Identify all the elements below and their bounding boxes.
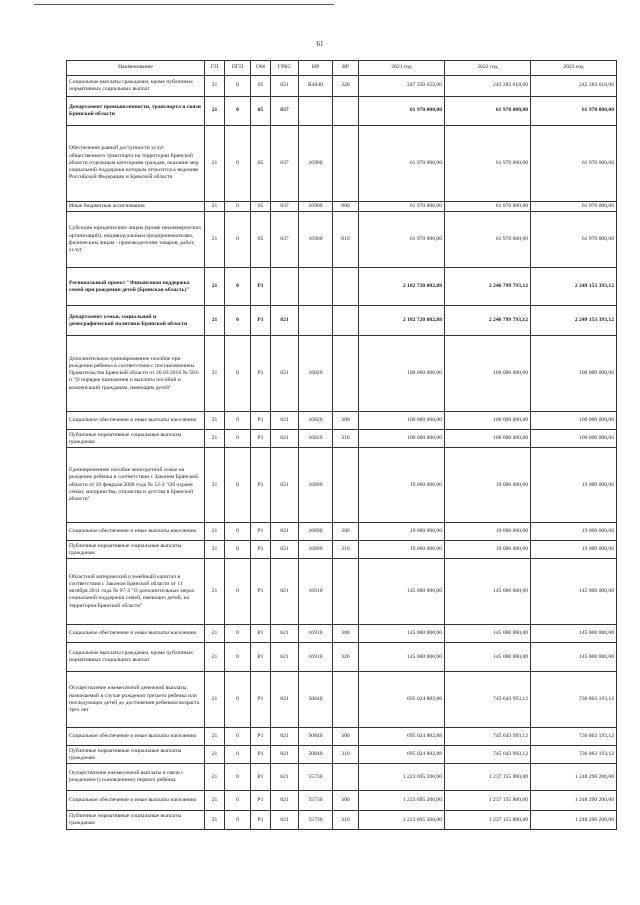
cell-2022: 145 000 000,00 xyxy=(445,625,531,643)
cell-grbs: 837 xyxy=(271,202,299,212)
table-row xyxy=(67,448,617,523)
cell-vr xyxy=(333,559,359,625)
cell-gp: 21 xyxy=(205,412,225,430)
header-2022: 2022 год xyxy=(445,61,531,76)
cell-vr: 300 xyxy=(333,728,359,746)
cell-gp: 21 xyxy=(205,76,225,97)
cell-2021: 61 970 000,00 xyxy=(359,212,445,268)
cell-2023: 100 000 000,00 xyxy=(531,430,617,448)
cell-2023: 736 863 193,12 xyxy=(531,746,617,764)
cell-gp: 21 xyxy=(205,559,225,625)
cell-nr: 50840 xyxy=(299,672,333,728)
cell-vr xyxy=(333,97,359,126)
table-row xyxy=(67,746,617,764)
cell-gp: 21 xyxy=(205,202,225,212)
cell-vr: 800 xyxy=(333,202,359,212)
cell-nr: 16900 xyxy=(299,202,333,212)
cell-nr xyxy=(299,97,333,126)
cell-2021: 19 000 000,00 xyxy=(359,448,445,523)
cell-om: 05 xyxy=(251,126,271,202)
cell-grbs: 821 xyxy=(271,746,299,764)
cell-2023: 1 248 290 200,00 xyxy=(531,764,617,791)
cell-2023: 736 863 193,12 xyxy=(531,728,617,746)
cell-nr: 16900 xyxy=(299,212,333,268)
table-row xyxy=(67,764,617,791)
cell-2023: 1 248 290 200,00 xyxy=(531,811,617,830)
cell-gp: 21 xyxy=(205,672,225,728)
cell-2022: 61 970 000,00 xyxy=(445,212,531,268)
cell-pgp: 0 xyxy=(225,97,251,126)
table-row xyxy=(67,811,617,830)
cell-2021: 61 970 000,00 xyxy=(359,126,445,202)
cell-name: Социальное обеспечение и иные выплаты населению xyxy=(67,523,205,541)
cell-gp: 21 xyxy=(205,541,225,559)
cell-2021: 100 000 000,00 xyxy=(359,336,445,412)
cell-2023: 145 000 000,00 xyxy=(531,643,617,672)
cell-2022: 19 000 000,00 xyxy=(445,523,531,541)
cell-2023: 736 863 193,12 xyxy=(531,672,617,728)
table-row xyxy=(67,202,617,212)
cell-nr xyxy=(299,268,333,306)
cell-pgp: 0 xyxy=(225,212,251,268)
cell-om: P1 xyxy=(251,625,271,643)
table-row xyxy=(67,541,617,559)
cell-pgp: 0 xyxy=(225,625,251,643)
cell-grbs: 821 xyxy=(271,672,299,728)
cell-gp: 21 xyxy=(205,97,225,126)
cell-name: Социальные выплаты гражданам, кроме публичных нормативных социальных выплат xyxy=(67,76,205,97)
cell-vr: 320 xyxy=(333,76,359,97)
cell-name: Субсидии юридическим лицам (кроме некоммерческих организаций), индивидуальным предпринимателям, физическим лицам - производителям товаров, работ, услуг xyxy=(67,212,205,268)
cell-nr: 16820 xyxy=(299,430,333,448)
cell-2021: 2 182 720 082,88 xyxy=(359,306,445,336)
cell-om: P1 xyxy=(251,746,271,764)
cell-nr: 16890 xyxy=(299,448,333,523)
cell-nr: 16820 xyxy=(299,412,333,430)
cell-grbs: 821 xyxy=(271,448,299,523)
cell-2021: 145 000 000,00 xyxy=(359,625,445,643)
cell-2021: 61 970 000,00 xyxy=(359,202,445,212)
cell-om: P1 xyxy=(251,430,271,448)
cell-vr xyxy=(333,126,359,202)
cell-om: P1 xyxy=(251,672,271,728)
cell-grbs: 821 xyxy=(271,643,299,672)
cell-2023: 61 970 000,00 xyxy=(531,126,617,202)
cell-2023: 19 000 000,00 xyxy=(531,541,617,559)
cell-2022: 1 237 155 800,00 xyxy=(445,764,531,791)
cell-2022: 745 643 993,12 xyxy=(445,728,531,746)
cell-nr: 16820 xyxy=(299,336,333,412)
cell-pgp: 0 xyxy=(225,764,251,791)
cell-name: Обеспечение равной доступности услуг общественного транспорта на территории Брянской области отдельным категориям граждан, оказание мер социальной поддержки которым относится к ведению Российской Федерации и Брянской области xyxy=(67,126,205,202)
cell-vr xyxy=(333,672,359,728)
cell-pgp: 0 xyxy=(225,412,251,430)
cell-2021: 19 000 000,00 xyxy=(359,541,445,559)
cell-pgp: 0 xyxy=(225,202,251,212)
cell-2023: 100 000 000,00 xyxy=(531,412,617,430)
cell-nr: 50840 xyxy=(299,728,333,746)
cell-grbs: 821 xyxy=(271,728,299,746)
cell-grbs: 821 xyxy=(271,559,299,625)
cell-vr: 310 xyxy=(333,811,359,830)
cell-name: Региональный проект "Финансовая поддержка семей при рождении детей (Брянская область)" xyxy=(67,268,205,306)
header-grbs: ГРБС xyxy=(271,61,299,76)
cell-gp: 21 xyxy=(205,268,225,306)
cell-om: P1 xyxy=(251,268,271,306)
cell-pgp: 0 xyxy=(225,791,251,811)
cell-2022: 61 970 000,00 xyxy=(445,126,531,202)
cell-vr: 300 xyxy=(333,412,359,430)
cell-gp: 21 xyxy=(205,523,225,541)
cell-om: P1 xyxy=(251,764,271,791)
cell-pgp: 0 xyxy=(225,126,251,202)
cell-2023: 61 970 000,00 xyxy=(531,212,617,268)
cell-2021: 100 000 000,00 xyxy=(359,412,445,430)
cell-grbs: 821 xyxy=(271,791,299,811)
table-row xyxy=(67,336,617,412)
cell-name: Иные бюджетные ассигнования xyxy=(67,202,205,212)
cell-vr: 310 xyxy=(333,430,359,448)
cell-om: P1 xyxy=(251,791,271,811)
cell-gp: 21 xyxy=(205,728,225,746)
cell-pgp: 0 xyxy=(225,306,251,336)
cell-om: P1 xyxy=(251,811,271,830)
cell-pgp: 0 xyxy=(225,728,251,746)
cell-name: Социальное обеспечение и иные выплаты населению xyxy=(67,791,205,811)
cell-2022: 2 246 799 793,12 xyxy=(445,268,531,306)
cell-pgp: 0 xyxy=(225,643,251,672)
cell-2022: 2 246 799 793,12 xyxy=(445,306,531,336)
table-row xyxy=(67,559,617,625)
cell-grbs: 821 xyxy=(271,541,299,559)
cell-2022: 145 000 000,00 xyxy=(445,643,531,672)
cell-grbs: 837 xyxy=(271,97,299,126)
cell-vr xyxy=(333,448,359,523)
cell-name: Публичные нормативные социальные выплаты гражданам xyxy=(67,430,205,448)
cell-2022: 1 237 155 800,00 xyxy=(445,811,531,830)
cell-2022: 100 000 000,00 xyxy=(445,336,531,412)
cell-pgp: 0 xyxy=(225,448,251,523)
cell-om: 05 xyxy=(251,212,271,268)
cell-vr xyxy=(333,306,359,336)
cell-2022: 100 000 000,00 xyxy=(445,412,531,430)
cell-gp: 21 xyxy=(205,212,225,268)
cell-pgp: 0 xyxy=(225,811,251,830)
cell-name: Публичные нормативные социальные выплаты гражданам xyxy=(67,811,205,830)
cell-2021: 1 223 695 200,00 xyxy=(359,764,445,791)
cell-2021: 61 970 000,00 xyxy=(359,97,445,126)
cell-name: Осуществление ежемесячной выплаты в связи с рождением (усыновлением) первого ребенка xyxy=(67,764,205,791)
cell-2022: 242 283 618,00 xyxy=(445,76,531,97)
header-pgp: ПГП xyxy=(225,61,251,76)
cell-vr: 300 xyxy=(333,791,359,811)
cell-2022: 745 643 993,12 xyxy=(445,746,531,764)
cell-om: P1 xyxy=(251,523,271,541)
cell-2022: 19 000 000,00 xyxy=(445,541,531,559)
cell-name: Дополнительное единовременное пособие при рождении ребенка в соответствии с постановлением Правительства Брянской области от 26.09.2016 № 503-п "О порядке назначения и выплаты пособий и компенсаций гражданам, имеющим детей" xyxy=(67,336,205,412)
cell-2021: 145 000 000,00 xyxy=(359,643,445,672)
cell-2023: 19 000 000,00 xyxy=(531,523,617,541)
header-2023: 2023 год xyxy=(531,61,617,76)
cell-name: Публичные нормативные социальные выплаты гражданам xyxy=(67,746,205,764)
cell-grbs xyxy=(271,268,299,306)
header-name: Наименование xyxy=(67,61,205,76)
cell-om: P1 xyxy=(251,728,271,746)
table-row xyxy=(67,412,617,430)
cell-2021: 19 000 000,00 xyxy=(359,523,445,541)
cell-gp: 21 xyxy=(205,448,225,523)
table-row xyxy=(67,791,617,811)
cell-om: P1 xyxy=(251,336,271,412)
cell-grbs: 821 xyxy=(271,306,299,336)
page-number: 61 xyxy=(316,40,324,48)
cell-gp: 21 xyxy=(205,336,225,412)
table-row xyxy=(67,430,617,448)
cell-om: P1 xyxy=(251,412,271,430)
cell-vr: 810 xyxy=(333,212,359,268)
cell-grbs: 821 xyxy=(271,412,299,430)
cell-name: Единовременное пособие многодетной семье на рождение ребенка в соответствии с Законом Брянской области от 20 февраля 2008 года № 12-З "Об охране семьи, материнства, отцовства и детства в Брянской области" xyxy=(67,448,205,523)
cell-name: Департамент промышленности, транспорта и связи Брянской области xyxy=(67,97,205,126)
cell-gp: 21 xyxy=(205,306,225,336)
cell-2021: 100 000 000,00 xyxy=(359,430,445,448)
cell-gp: 21 xyxy=(205,791,225,811)
table-row xyxy=(67,97,617,126)
cell-om: 05 xyxy=(251,202,271,212)
cell-2021: 145 000 000,00 xyxy=(359,559,445,625)
table-header-row xyxy=(67,61,617,76)
cell-nr: 16900 xyxy=(299,126,333,202)
header-vr: ВР xyxy=(333,61,359,76)
cell-grbs: 821 xyxy=(271,764,299,791)
cell-grbs: 837 xyxy=(271,212,299,268)
cell-om: 05 xyxy=(251,76,271,97)
cell-nr: 50840 xyxy=(299,746,333,764)
cell-2023: 1 248 290 200,00 xyxy=(531,791,617,811)
cell-grbs: 821 xyxy=(271,430,299,448)
cell-nr: 16910 xyxy=(299,643,333,672)
table-body xyxy=(67,76,617,830)
cell-pgp: 0 xyxy=(225,268,251,306)
cell-2023: 19 000 000,00 xyxy=(531,448,617,523)
cell-grbs: 837 xyxy=(271,126,299,202)
cell-pgp: 0 xyxy=(225,541,251,559)
cell-vr: 320 xyxy=(333,643,359,672)
cell-nr xyxy=(299,306,333,336)
header-2021: 2021 год xyxy=(359,61,445,76)
table-row xyxy=(67,523,617,541)
table-row xyxy=(67,306,617,336)
cell-nr: 55730 xyxy=(299,811,333,830)
top-rule xyxy=(34,4,334,5)
cell-pgp: 0 xyxy=(225,559,251,625)
cell-2023: 61 970 000,00 xyxy=(531,97,617,126)
budget-table xyxy=(66,60,617,830)
cell-om: P1 xyxy=(251,643,271,672)
cell-nr: 16890 xyxy=(299,523,333,541)
cell-vr xyxy=(333,336,359,412)
cell-name: Социальное обеспечение и иные выплаты населению xyxy=(67,625,205,643)
cell-vr: 300 xyxy=(333,625,359,643)
cell-pgp: 0 xyxy=(225,523,251,541)
cell-2023: 145 000 000,00 xyxy=(531,559,617,625)
cell-2023: 2 249 153 393,12 xyxy=(531,268,617,306)
header-nr: НР xyxy=(299,61,333,76)
cell-grbs: 821 xyxy=(271,76,299,97)
table-row xyxy=(67,672,617,728)
cell-gp: 21 xyxy=(205,764,225,791)
cell-om: P1 xyxy=(251,541,271,559)
header-gp: ГП xyxy=(205,61,225,76)
cell-name: Департамент семьи, социальной и демографической политики Брянской области xyxy=(67,306,205,336)
cell-2022: 19 000 000,00 xyxy=(445,448,531,523)
cell-2022: 61 970 000,00 xyxy=(445,202,531,212)
cell-name: Областной материнский (семейный) капитал в соответствии с Законом Брянской области от 11 октября 2011 года № 97-З "О дополнительных мерах социальной поддержки семей, имеющих детей, на территории Брянской области" xyxy=(67,559,205,625)
cell-gp: 21 xyxy=(205,625,225,643)
cell-name: Публичные нормативные социальные выплаты гражданам xyxy=(67,541,205,559)
cell-2022: 145 000 000,00 xyxy=(445,559,531,625)
cell-2023: 61 970 000,00 xyxy=(531,202,617,212)
table-row xyxy=(67,728,617,746)
cell-gp: 21 xyxy=(205,643,225,672)
table-row xyxy=(67,268,617,306)
cell-om: 05 xyxy=(251,97,271,126)
cell-2021: 1 223 695 200,00 xyxy=(359,791,445,811)
cell-grbs: 821 xyxy=(271,625,299,643)
cell-pgp: 0 xyxy=(225,672,251,728)
table-row xyxy=(67,643,617,672)
cell-2022: 100 000 000,00 xyxy=(445,430,531,448)
cell-nr: 16910 xyxy=(299,625,333,643)
cell-grbs: 821 xyxy=(271,811,299,830)
cell-gp: 21 xyxy=(205,126,225,202)
cell-vr xyxy=(333,764,359,791)
cell-2023: 100 000 000,00 xyxy=(531,336,617,412)
cell-2023: 2 249 153 393,12 xyxy=(531,306,617,336)
cell-2022: 1 237 155 800,00 xyxy=(445,791,531,811)
table-row xyxy=(67,76,617,97)
cell-vr: 310 xyxy=(333,541,359,559)
cell-2021: 695 024 882,88 xyxy=(359,728,445,746)
table-row xyxy=(67,625,617,643)
cell-pgp: 0 xyxy=(225,76,251,97)
cell-nr: 16910 xyxy=(299,559,333,625)
cell-2021: 695 024 882,88 xyxy=(359,672,445,728)
cell-nr: 55730 xyxy=(299,791,333,811)
cell-nr: 16890 xyxy=(299,541,333,559)
cell-gp: 21 xyxy=(205,811,225,830)
cell-nr: 55730 xyxy=(299,764,333,791)
cell-2021: 247 550 652,00 xyxy=(359,76,445,97)
cell-2023: 242 283 618,00 xyxy=(531,76,617,97)
cell-2021: 1 223 695 200,00 xyxy=(359,811,445,830)
cell-grbs: 821 xyxy=(271,336,299,412)
cell-2023: 145 000 000,00 xyxy=(531,625,617,643)
cell-name: Социальные выплаты гражданам, кроме публичных нормативных социальных выплат xyxy=(67,643,205,672)
cell-pgp: 0 xyxy=(225,746,251,764)
table-row xyxy=(67,126,617,202)
cell-pgp: 0 xyxy=(225,430,251,448)
cell-name: Социальное обеспечение и иные выплаты населению xyxy=(67,412,205,430)
cell-name: Социальное обеспечение и иные выплаты населению xyxy=(67,728,205,746)
cell-om: P1 xyxy=(251,448,271,523)
table-row xyxy=(67,212,617,268)
cell-pgp: 0 xyxy=(225,336,251,412)
cell-om: P1 xyxy=(251,559,271,625)
cell-vr: 310 xyxy=(333,746,359,764)
cell-gp: 21 xyxy=(205,746,225,764)
cell-name: Осуществление ежемесячной денежной выплаты, назначаемой в случае рождения третьего ребенка или последующих детей до достижения ребенком возраста трех лет xyxy=(67,672,205,728)
cell-2022: 745 643 993,12 xyxy=(445,672,531,728)
cell-nr: R4040 xyxy=(299,76,333,97)
cell-2021: 695 024 882,88 xyxy=(359,746,445,764)
cell-om: P1 xyxy=(251,306,271,336)
cell-grbs: 821 xyxy=(271,523,299,541)
cell-gp: 21 xyxy=(205,430,225,448)
cell-vr xyxy=(333,268,359,306)
cell-2021: 2 182 720 082,88 xyxy=(359,268,445,306)
cell-2022: 61 970 000,00 xyxy=(445,97,531,126)
header-om: ОМ xyxy=(251,61,271,76)
cell-vr: 300 xyxy=(333,523,359,541)
